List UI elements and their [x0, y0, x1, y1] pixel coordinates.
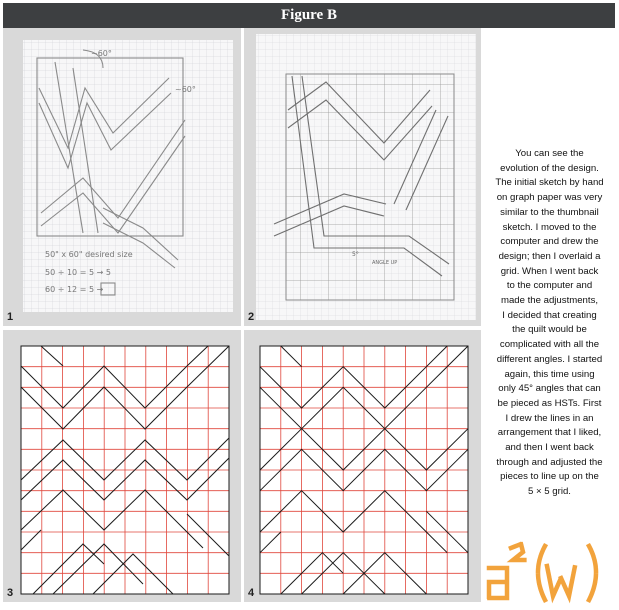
- sketch-panel-1: [3, 28, 241, 326]
- caption-line: 5 × 5 grid.: [528, 486, 571, 498]
- cross-stitch-logo-icon: [485, 538, 615, 606]
- caption-line: I decided that creating: [502, 309, 597, 321]
- caption-line: be pieced as HSTs. First: [497, 397, 602, 409]
- panel-number-1: 1: [7, 311, 14, 323]
- caption-line: design; then I overlaid a: [498, 250, 601, 262]
- caption-line: different angles. I started: [496, 353, 603, 365]
- caption-line: on graph paper was very: [496, 192, 603, 204]
- caption-line: evolution of the design.: [500, 162, 599, 174]
- sketch2-label: ANGLE UP: [372, 260, 398, 266]
- caption-line: and then I went back: [505, 442, 594, 454]
- panel-number-4: 4: [248, 587, 255, 599]
- sketch1-note-line3: 60 ÷ 12 = 5 →: [45, 285, 104, 294]
- sketch-panel-2: [244, 28, 481, 326]
- caption-line: grid. When I went back: [500, 265, 599, 277]
- panel-number-2: 2: [248, 311, 255, 323]
- sketch-graph-paper-1: [3, 28, 241, 326]
- caption-line: arrangement that I liked,: [497, 427, 602, 439]
- caption-line: the quilt would be: [512, 324, 587, 336]
- design-panel-4: [244, 330, 481, 602]
- caption-line: similar to the thumbnail: [500, 206, 599, 218]
- caption-line: again, this time using: [504, 368, 595, 380]
- design-grid-4: [244, 330, 481, 602]
- caption-line: The initial sketch by hand: [495, 177, 604, 189]
- design-grid-3: [3, 330, 241, 602]
- caption-line: computer and drew the: [500, 236, 599, 248]
- caption-line: only 45° angles that can: [498, 383, 601, 395]
- sketch1-note-line1: 50" x 60" desired size: [45, 250, 133, 259]
- sketch1-angle-top: ~60°: [91, 49, 112, 58]
- sketch1-angle-right: ~60°: [175, 85, 196, 94]
- caption-line: I drew the lines in an: [505, 412, 594, 424]
- caption-line: to the computer and: [506, 280, 593, 292]
- caption-line: sketch. I moved to the: [502, 221, 597, 233]
- caption-line: pieces to line up on the: [500, 471, 599, 483]
- figure-title: Figure B: [3, 3, 615, 28]
- design-panel-3: [3, 330, 241, 602]
- panel-number-3: 3: [7, 587, 14, 599]
- sketch2-angle: 5°: [352, 251, 359, 258]
- caption-text: [488, 147, 611, 500]
- caption-line: You can see the: [515, 148, 584, 159]
- sketch1-note-line2: 50 ÷ 10 = 5 → 5: [45, 268, 111, 277]
- sketch-graph-paper-2: [244, 28, 481, 326]
- caption-line: through and adjusted the: [496, 456, 603, 468]
- caption-line: made the adjustments,: [500, 295, 599, 307]
- caption-line: complicated with all the: [499, 339, 600, 351]
